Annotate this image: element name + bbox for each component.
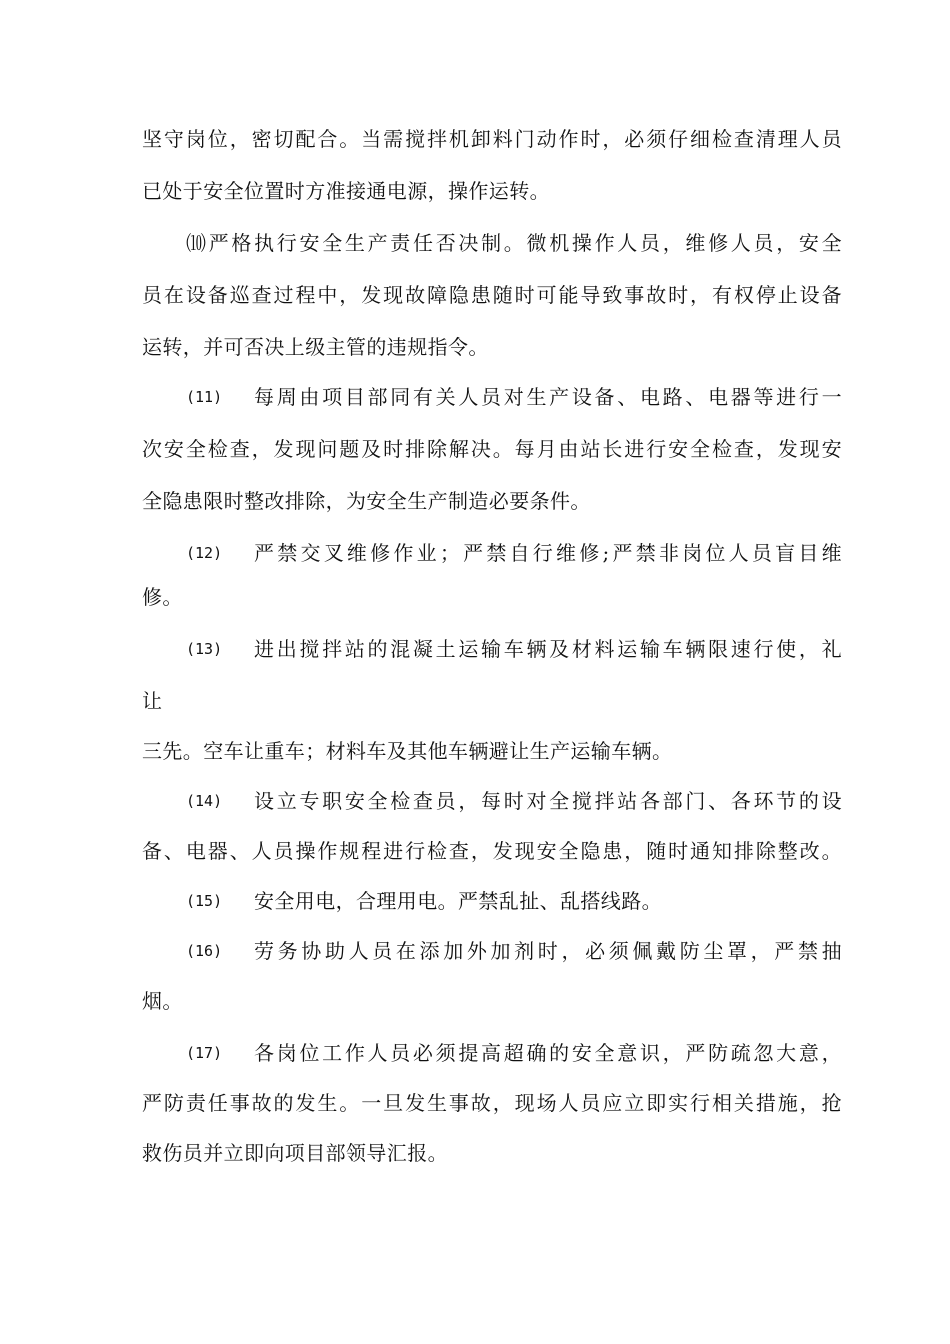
paragraph-line: 次安全检查，发现问题及时排除解决。每月由站长进行安全检查，发现安 — [142, 437, 842, 461]
item-17-line — [186, 1036, 842, 1070]
item-text: 每周由项目部同有关人员对生产设备、电路、电器等进行一 — [254, 385, 842, 409]
item-number: (15) — [186, 892, 223, 910]
item-text: 安全用电，合理用电。严禁乱扯、乱搭线路。 — [254, 889, 662, 913]
item-10-line: ⑽严格执行安全生产责任否决制。微机操作人员，维修人员，安全 — [186, 231, 842, 255]
paragraph-line: 员在设备巡查过程中，发现故障隐患随时可能导致事故时，有权停止设备 — [142, 283, 842, 307]
item-number: (16) — [186, 942, 223, 960]
paragraph-line: 救伤员并立即向项目部领导汇报。 — [142, 1141, 448, 1165]
paragraph-line: 严防责任事故的发生。一旦发生事故，现场人员应立即实行相关措施，抢 — [142, 1091, 842, 1115]
paragraph-line: 修。 — [142, 585, 183, 609]
item-11-line — [186, 380, 842, 414]
item-text: 进出搅拌站的混凝土运输车辆及材料运输车辆限速行使，礼 — [254, 637, 842, 661]
paragraph-line: 运转，并可否决上级主管的违规指令。 — [142, 335, 489, 359]
item-text: 各岗位工作人员必须提高超确的安全意识，严防疏忽大意， — [254, 1041, 842, 1065]
item-number: (12) — [186, 544, 223, 562]
item-text: 设立专职安全检查员，每时对全搅拌站各部门、各环节的设 — [254, 789, 842, 813]
paragraph-line: 已处于安全位置时方准接通电源，操作运转。 — [142, 179, 550, 203]
paragraph-line: 三先。空车让重车；材料车及其他车辆避让生产运输车辆。 — [142, 739, 673, 763]
paragraph-line: 全隐患限时整改排除，为安全生产制造必要条件。 — [142, 489, 591, 513]
item-15-line — [186, 884, 842, 918]
item-text: 严禁交叉维修作业；严禁自行维修;严禁非岗位人员盲目维 — [254, 541, 842, 565]
paragraph-line: 坚守岗位，密切配合。当需搅拌机卸料门动作时，必须仔细检查清理人员 — [142, 127, 842, 151]
item-number: (11) — [186, 388, 223, 406]
item-text: 劳务协助人员在添加外加剂时，必须佩戴防尘罩，严禁抽 — [254, 939, 842, 963]
item-16-line — [186, 934, 842, 968]
item-number: (13) — [186, 640, 223, 658]
item-number: (17) — [186, 1044, 223, 1062]
paragraph-line: 让 — [142, 689, 163, 713]
paragraph-line: 烟。 — [142, 989, 183, 1013]
item-13-line — [186, 632, 842, 666]
item-14-line — [186, 784, 842, 818]
item-12-line — [186, 536, 842, 570]
paragraph-line: 备、电器、人员操作规程进行检查，发现安全隐患，随时通知排除整改。 — [142, 839, 842, 863]
item-number: (14) — [186, 792, 223, 810]
